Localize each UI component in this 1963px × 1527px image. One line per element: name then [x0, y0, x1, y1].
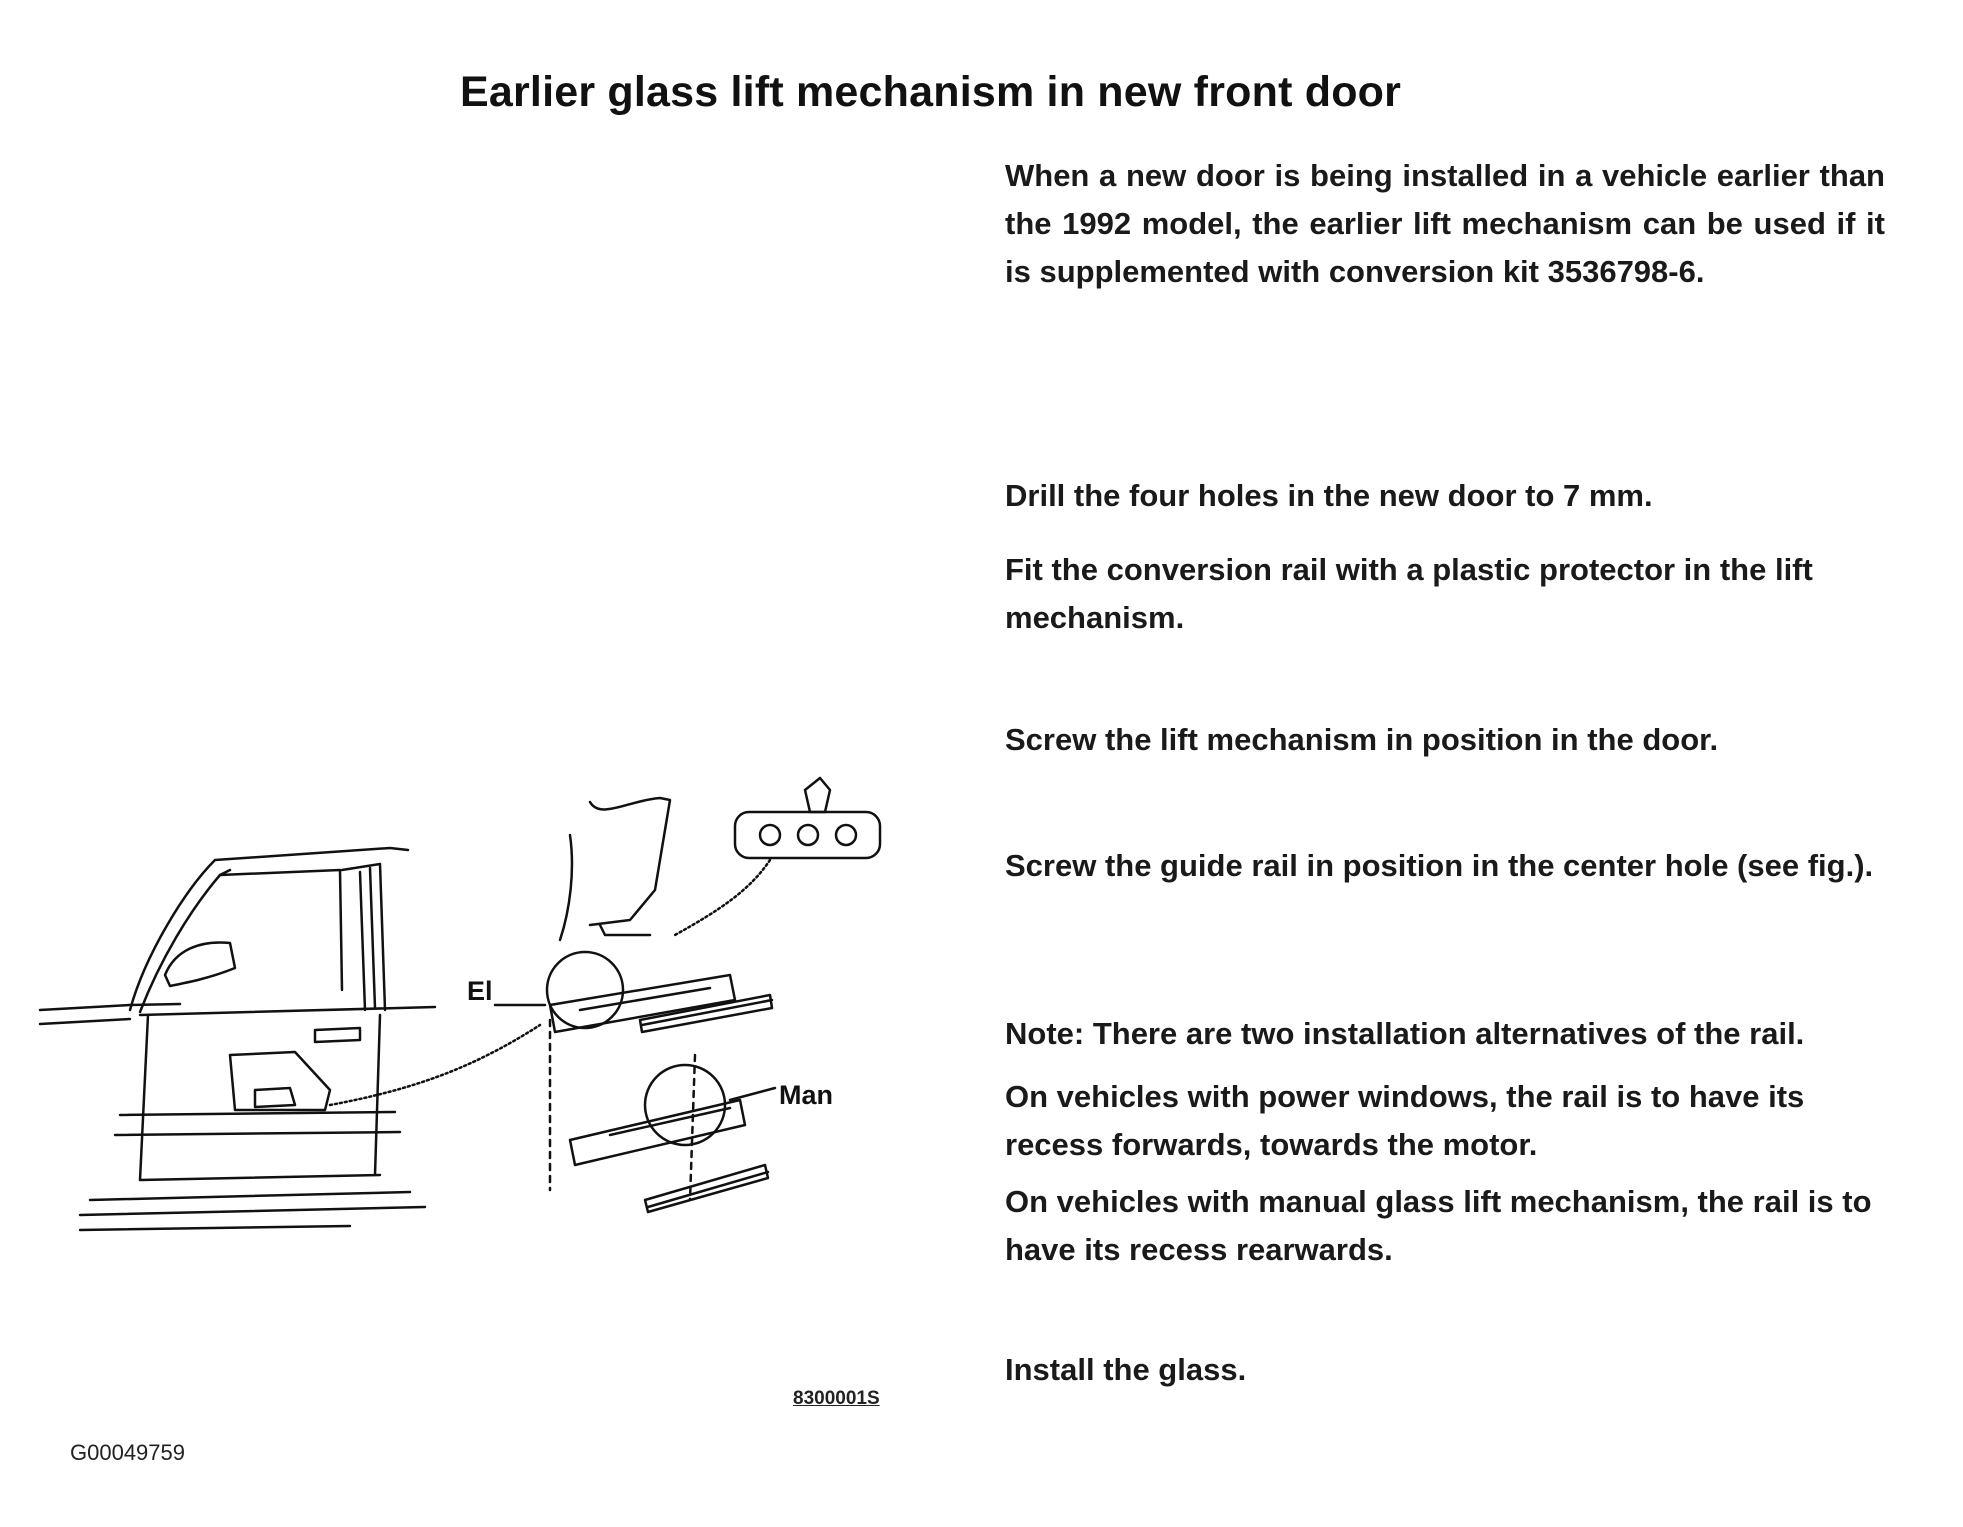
intro-paragraph: When a new door is being installed in a vehicle earlier than the 1992 model, the earlier lift mechanism can be used if it is supplemented with conversion kit 3536798-6. [1005, 158, 1885, 289]
document-id: G00049759 [70, 1440, 185, 1465]
page-title: Earlier glass lift mechanism in new front door [460, 68, 1402, 116]
manual-lift-paragraph: On vehicles with manual glass lift mechanism, the rail is to have its recess rearwards. [1005, 1184, 1872, 1267]
glass-panel-illustration [560, 798, 670, 940]
figure-label-man: Man [779, 1080, 833, 1110]
note-paragraph: Note: There are two installation alternatives of the rail. [1005, 1016, 1805, 1051]
fit-rail-instruction: Fit the conversion rail with a plastic protector in the lift mechanism. [1005, 552, 1813, 635]
man-leader-line [730, 1088, 775, 1100]
screw-guide-instruction: Screw the guide rail in position in the center hole (see fig.). [1005, 848, 1874, 883]
lift-mechanism-rails [547, 952, 772, 1212]
figure-code: 8300001S [793, 1388, 880, 1409]
door-lift-diagram [30, 760, 890, 1240]
car-door-illustration [40, 848, 540, 1230]
install-glass-instruction: Install the glass. [1005, 1352, 1247, 1387]
power-windows-paragraph: On vehicles with power windows, the rail is to have its recess forwards, towards the motor. [1005, 1079, 1805, 1162]
hole-plate-illustration [675, 778, 880, 935]
screw-lift-instruction: Screw the lift mechanism in position in the door. [1005, 722, 1719, 757]
drill-instruction: Drill the four holes in the new door to 7 mm. [1005, 478, 1653, 513]
figure-label-el: El [467, 976, 493, 1006]
